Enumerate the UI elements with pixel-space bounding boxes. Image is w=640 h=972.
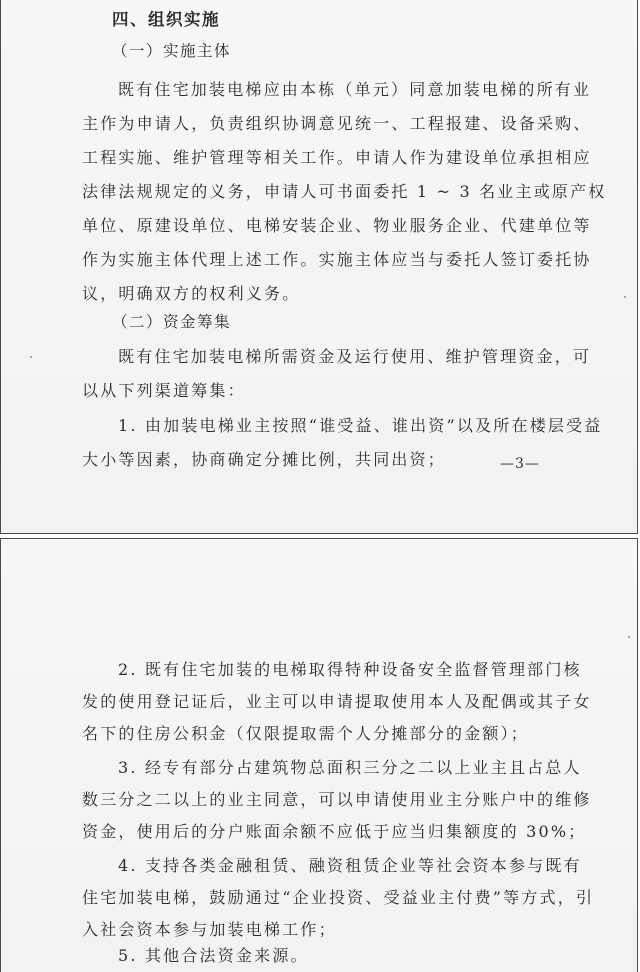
scan-speck	[624, 296, 626, 298]
list-item-3-line: 3. 经专有部分占建筑物总面积三分之二以上业主且占总人	[118, 758, 582, 777]
paragraph-line: 工程实施、维护管理等相关工作。申请人作为建设单位承担相应	[82, 148, 592, 167]
subsection-title-funding: （二）资金筹集	[112, 313, 232, 331]
paragraph-line: 既有住宅加装电梯应由本栋（单元）同意加装电梯的所有业	[118, 80, 592, 99]
subsection-title-implementer: （一）实施主体	[112, 42, 232, 60]
list-item-1-line: 1. 由加装电梯业主按照“谁受益、谁出资”以及所在楼层受益	[118, 416, 603, 435]
paragraph-line: 作为实施主体代理上述工作。实施主体应当与委托人签订委托协	[82, 250, 592, 269]
list-item-4-line: 4. 支持各类金融租赁、融资租赁企业等社会资本参与既有	[118, 856, 582, 875]
paragraph-line: 既有住宅加装电梯所需资金及运行使用、维护管理资金，可	[118, 347, 592, 366]
list-item-4-line: 入社会资本参与加装电梯工作；	[82, 920, 337, 939]
list-item-3-line: 数三分之二以上的业主同意，可以申请使用业主分账户中的维修	[82, 790, 592, 809]
section-heading: 四、组织实施	[112, 10, 220, 29]
page-number: —3—	[500, 456, 540, 472]
paragraph-line: 主作为申请人，负责组织协调意见统一、工程报建、设备采购、	[82, 114, 592, 133]
scan-speck	[30, 356, 32, 358]
list-item-5-line: 5. 其他合法资金来源。	[118, 946, 309, 965]
list-item-2-line: 发的使用登记证后，业主可以申请提取使用本人及配偶或其子女	[82, 692, 592, 711]
list-item-1-line: 大小等因素，协商确定分摊比例，共同出资；	[82, 450, 447, 469]
scan-speck	[628, 636, 630, 638]
paragraph-line: 以从下列渠道筹集：	[82, 381, 246, 400]
list-item-2-line: 名下的住房公积金（仅限提取需个人分摊部分的金额）；	[82, 724, 530, 743]
list-item-3-line: 资金，使用后的分户账面余额不应低于应当归集额度的 30%；	[82, 822, 587, 841]
paragraph-line: 议，明确双方的权利义务。	[82, 284, 301, 303]
list-item-4-line: 住宅加装电梯，鼓励通过“企业投资、受益业主付费”等方式，引	[82, 888, 595, 907]
list-item-2-line: 2. 既有住宅加装的电梯取得特种设备安全监督管理部门核	[118, 660, 582, 679]
paragraph-line: 法律法规规定的义务，申请人可书面委托 1 ~ 3 名业主或原产权	[82, 182, 607, 201]
paragraph-line: 单位、原建设单位、电梯安装企业、物业服务企业、代建单位等	[82, 216, 592, 235]
